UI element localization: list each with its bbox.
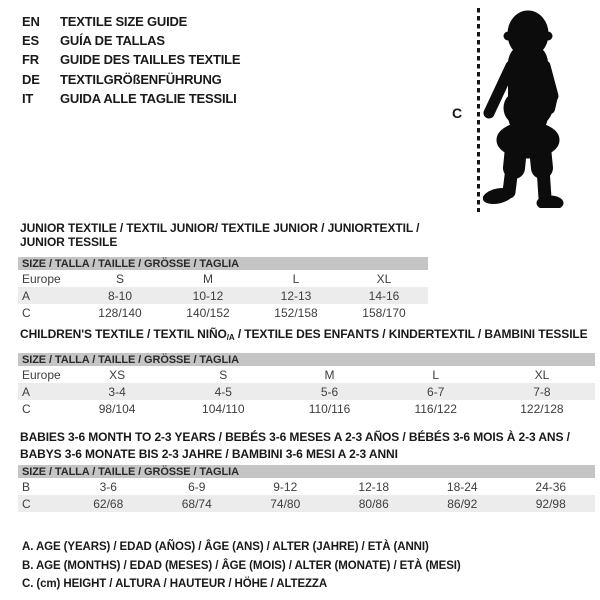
table-cell: 3-4 [108,384,126,399]
footnote-b: B. AGE (MONTHS) / EDAD (MESES) / ÂGE (MOIS) / ALTER (MONATE) / ETÀ (MESI) [22,559,461,572]
table-cell: 5-6 [320,384,339,399]
table-cell: 24-36 [535,479,567,494]
lang-code: ES [22,33,39,49]
lang-code: DE [22,71,40,87]
children-textile-table [18,327,595,417]
title-text: JUNIOR TEXTILE / TEXTIL JUNIOR/ TEXTILE JUNIOR / JUNIORTEXTIL / JUNIOR TESSILE [20,221,420,249]
lang-code: FR [22,52,39,68]
footnote-a: A. AGE (YEARS) / EDAD (AÑOS) / ÂGE (ANS) / ALTER (JAHRE) / ETÀ (ANNI) [22,541,429,553]
lang-label: GUIDA ALLE TAGLIE TESSILI [60,90,237,106]
table-cell: 10-12 [192,288,224,303]
size-header-text: SIZE / TALLA / TAILLE / GRÖSSE / TAGLIA [22,465,239,478]
table-cell: 116/122 [414,401,457,416]
table-cell: 152/158 [274,305,318,320]
lang-row-en [22,12,240,31]
column-header: S [219,367,228,382]
table-cell: 18-24 [446,479,478,494]
column-header: L [432,367,440,382]
table-cell: 9-12 [273,479,298,494]
row-label: A [22,288,31,303]
lang-label: TEXTILGRÖßENFÜHRUNG [60,71,222,87]
children-table-title [20,327,595,345]
table-cell: 140/152 [186,305,230,320]
column-header: M [324,367,335,382]
table-cell: 6-9 [188,479,206,494]
babies-table-title [20,429,595,463]
table-row [18,304,428,321]
table-cell: 122/128 [520,401,564,416]
corner-label: Europe [22,271,61,286]
title-line-1: BABIES 3-6 MONTH TO 2-3 YEARS / BEBÉS 3-6 MESES A 2-3 AÑOS / BÉBÉS 3-6 MOIS À 2-3 ANS / [20,430,570,444]
row-label: C [22,305,31,320]
children-table-body [18,366,595,417]
corner-label: Europe [22,367,61,382]
table-cell: 62/68 [93,496,124,511]
table-cell: 128/140 [98,305,142,320]
table-cell: 98/104 [98,401,136,416]
lang-row-fr [22,50,240,69]
column-header: L [292,271,300,286]
lang-code: EN [22,14,40,30]
table-cell: 68/74 [181,496,212,511]
table-row [18,400,595,417]
junior-table-title [20,221,428,249]
title-line-2: BABYS 3-6 MONATE BIS 2-3 JAHRE / BAMBINI 3-6 MESI A 2-3 ANNI [20,447,398,461]
babies-textile-table [18,429,595,512]
table-cell: 74/80 [270,496,301,511]
table-cell: 80/86 [358,496,389,511]
table-cell: 92/98 [535,496,566,511]
size-header-text: SIZE / TALLA / TAILLE / GRÖSSE / TAGLIA [22,353,239,366]
babies-table-body [18,478,595,512]
title-text: CHILDREN'S TEXTILE / TEXTIL NIÑO [20,327,227,341]
table-cell: 158/170 [362,305,406,320]
column-header-row [18,270,428,287]
size-header-bar [18,257,428,270]
row-label: B [22,479,31,494]
title-text: / TEXTILE DES ENFANTS / KINDERTEXTIL / BAMBINI TESSILE [234,327,588,341]
table-row [18,495,595,512]
column-header: S [115,271,124,286]
lang-row-it [22,89,240,108]
row-label: C [22,401,31,416]
table-cell: 8-10 [107,288,133,303]
column-header-row [18,366,595,383]
table-row [18,383,595,400]
column-header: XL [376,271,392,286]
height-dashed-line [477,8,480,212]
height-marker-label: C [452,105,463,121]
table-cell: 104/110 [202,401,245,416]
row-label: C [22,496,31,511]
table-cell: 12-18 [358,479,390,494]
junior-table-body [18,270,428,321]
size-header-bar [18,353,595,366]
title-subscript: /A [226,333,235,342]
table-row [18,287,428,304]
table-cell: 12-13 [280,288,312,303]
table-cell: 4-5 [214,384,232,399]
table-cell: 6-7 [427,384,445,399]
table-cell: 14-16 [368,288,400,303]
size-header-bar [18,465,595,478]
footnote-c: C. (cm) HEIGHT / ALTURA / HAUTEUR / HÖHE / ALTEZZA [22,578,328,590]
language-header [22,12,240,108]
table-cell: 3-6 [99,479,117,494]
lang-label: GUÍA DE TALLAS [60,33,165,49]
junior-textile-table [18,221,428,321]
table-row [18,478,595,495]
footnotes [22,538,461,594]
size-header-text: SIZE / TALLA / TAILLE / GRÖSSE / TAGLIA [22,257,239,270]
column-header: M [203,271,213,286]
table-cell: 7-8 [533,384,551,399]
lang-code: IT [22,90,34,106]
lang-row-de [22,70,240,89]
table-cell: 86/92 [447,496,478,511]
lang-label: GUIDE DES TAILLES TEXTILE [60,52,241,68]
table-cell: 110/116 [308,401,351,416]
column-header: XL [534,367,550,382]
row-label: A [22,384,31,399]
toddler-silhouette-icon [483,8,567,208]
lang-row-es [22,31,240,50]
lang-label: TEXTILE SIZE GUIDE [60,14,188,30]
column-header: XS [109,367,126,382]
